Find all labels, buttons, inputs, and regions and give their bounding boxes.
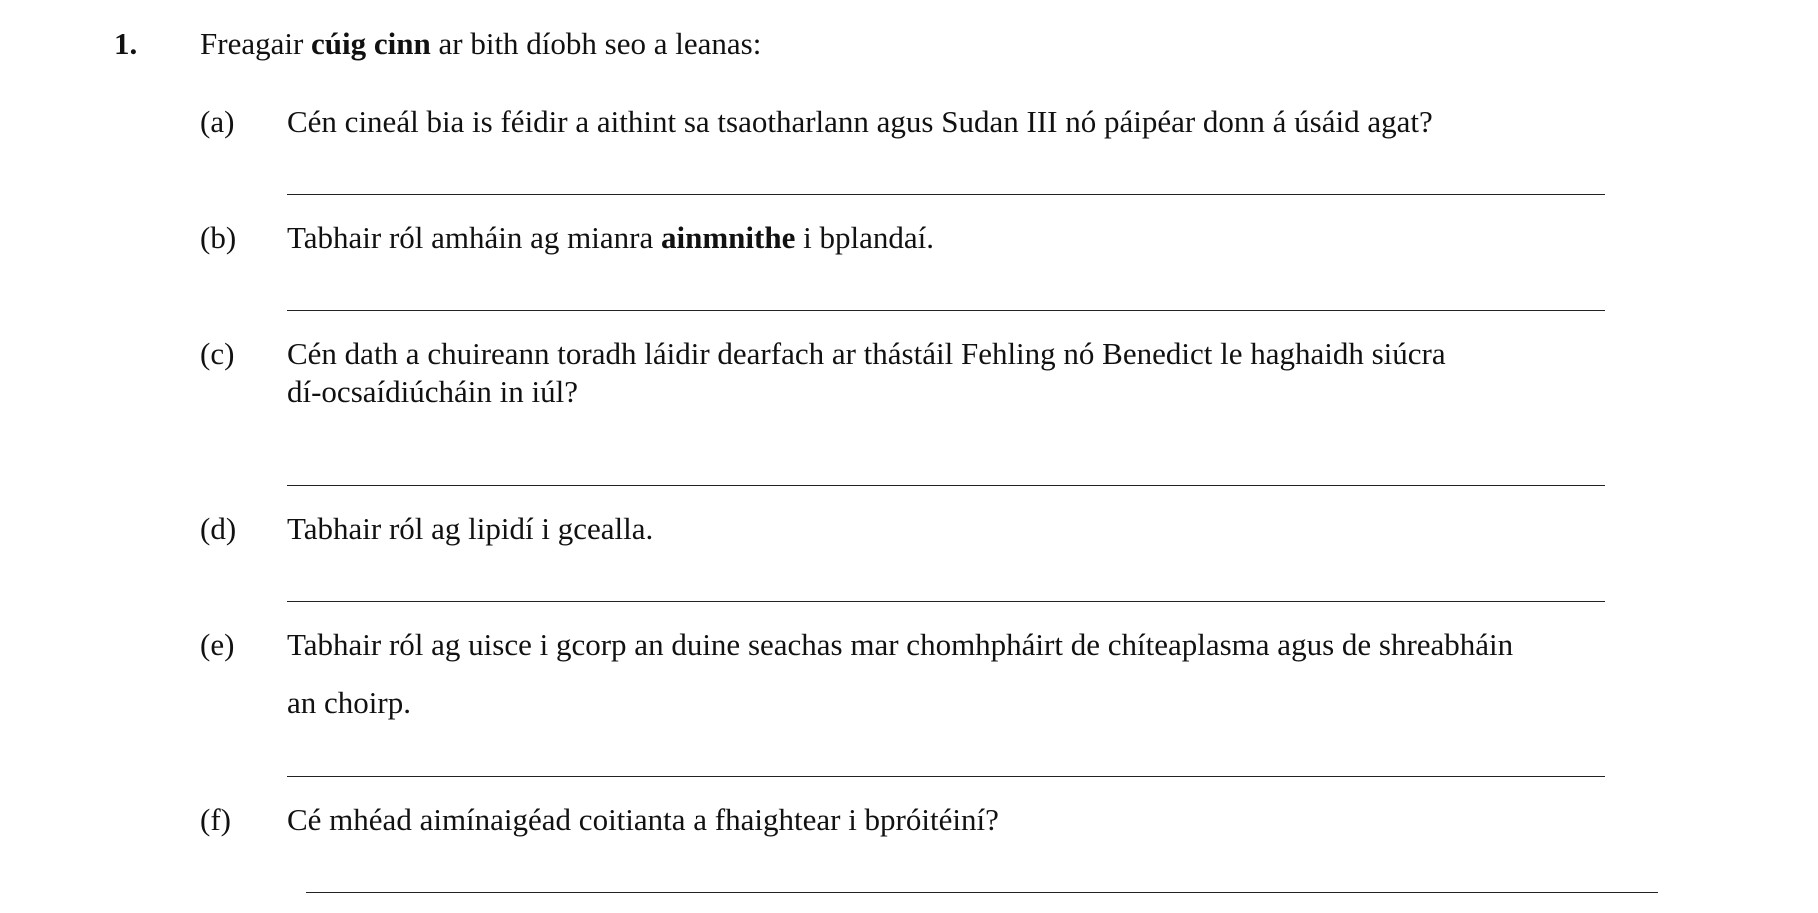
answer-line-f[interactable] <box>306 892 1658 893</box>
answer-line-d[interactable] <box>287 601 1605 602</box>
question-number: 1. <box>114 26 138 61</box>
part-a-label: (a) <box>200 104 235 139</box>
part-c-label: (c) <box>200 336 235 371</box>
part-b-bold-text: ainmnithe <box>660 220 796 255</box>
part-f-label: (f) <box>200 802 231 837</box>
part-b-text-after: i bplandaí. <box>795 220 934 255</box>
part-e-label: (e) <box>200 627 235 662</box>
part-d-label: (d) <box>200 511 237 546</box>
stem-text-after: ar bith díobh seo a leanas: <box>430 26 762 61</box>
part-b-text <box>287 219 1647 257</box>
answer-line-c[interactable] <box>287 485 1605 486</box>
part-f-text: Cé mhéad aimínaigéad coitianta a fhaightear i bpróitéiní? <box>287 802 999 837</box>
answer-line-e[interactable] <box>287 776 1605 777</box>
part-b-text-before: Tabhair ról amháin ag mianra <box>287 220 661 255</box>
part-c-text-line2: dí-ocsaídiúcháin in iúl? <box>287 374 578 409</box>
part-c-text-line1: Cén dath a chuireann toradh láidir dearfach ar thástáil Fehling nó Benedict le haghaidh siúcra <box>287 336 1446 371</box>
part-e-text-line1: Tabhair ról ag uisce i gcorp an duine seachas mar chomhpháirt de chíteaplasma agus de shreabháin <box>287 627 1514 662</box>
part-a-text: Cén cineál bia is féidir a aithint sa tsaotharlann agus Sudan III nó páipéar donn á úsáid agat? <box>287 104 1433 139</box>
answer-line-b[interactable] <box>287 310 1605 311</box>
question-stem <box>200 25 761 63</box>
part-b-label: (b) <box>200 220 237 255</box>
part-d-text: Tabhair ról ag lipidí i gcealla. <box>287 511 654 546</box>
answer-line-a[interactable] <box>287 194 1605 195</box>
part-e-text-line2: an choirp. <box>287 685 411 720</box>
stem-text-before: Freagair <box>200 26 312 61</box>
stem-bold-text: cúig cinn <box>311 26 431 61</box>
